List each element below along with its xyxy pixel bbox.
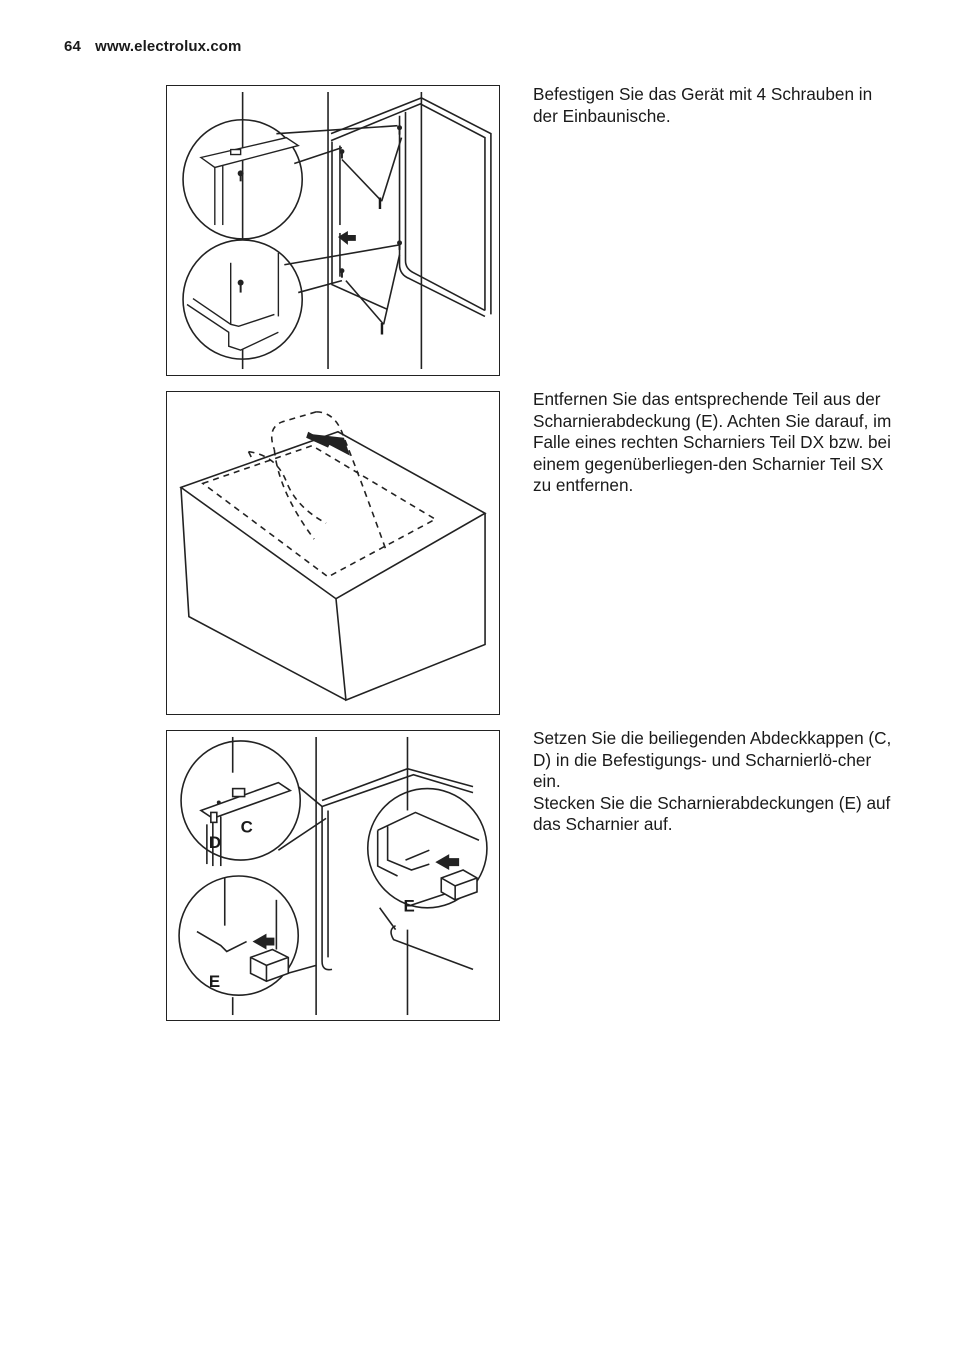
screw-installation-illustration [167, 86, 499, 375]
label-i-upper: I [377, 194, 383, 214]
site-url: www.electrolux.com [95, 38, 242, 55]
figure-hinge-cover [166, 391, 500, 715]
label-e-left: E [208, 972, 221, 992]
step-3-paragraph-2: Stecken Sie die Scharnierabdeckungen (E) auf das Scharnier auf. [533, 792, 891, 835]
figure-cover-caps [166, 730, 500, 1021]
step-2-paragraph: Entfernen Sie das entsprechende Teil aus der Scharnierabdeckung (E). Achten Sie darauf, im Falle eines rechten Scharniers Teil DX bzw. bei einem gegenüberliegen-den Scharnier Teil SX zu entfernen. [533, 389, 892, 496]
step-2-text [533, 389, 893, 497]
page-number: 64 [64, 38, 81, 55]
label-i-lower: I [379, 319, 385, 339]
cover-caps-illustration [167, 731, 499, 1020]
hinge-cover-illustration [167, 392, 499, 714]
label-c: C [240, 817, 253, 837]
label-e-right: E [403, 896, 415, 916]
step-1-paragraph: Befestigen Sie das Gerät mit 4 Schrauben in der Einbaunische. [533, 84, 873, 126]
figure-fastening-screws [166, 85, 500, 376]
page-header [64, 38, 241, 55]
step-3-paragraph-1: Setzen Sie die beiliegenden Abdeckkappen (C, D) in die Befestigungs- und Scharnierlö-cher ein. [533, 728, 892, 792]
label-d: D [208, 833, 222, 853]
step-3-text [533, 728, 893, 836]
step-1-text [533, 84, 893, 127]
